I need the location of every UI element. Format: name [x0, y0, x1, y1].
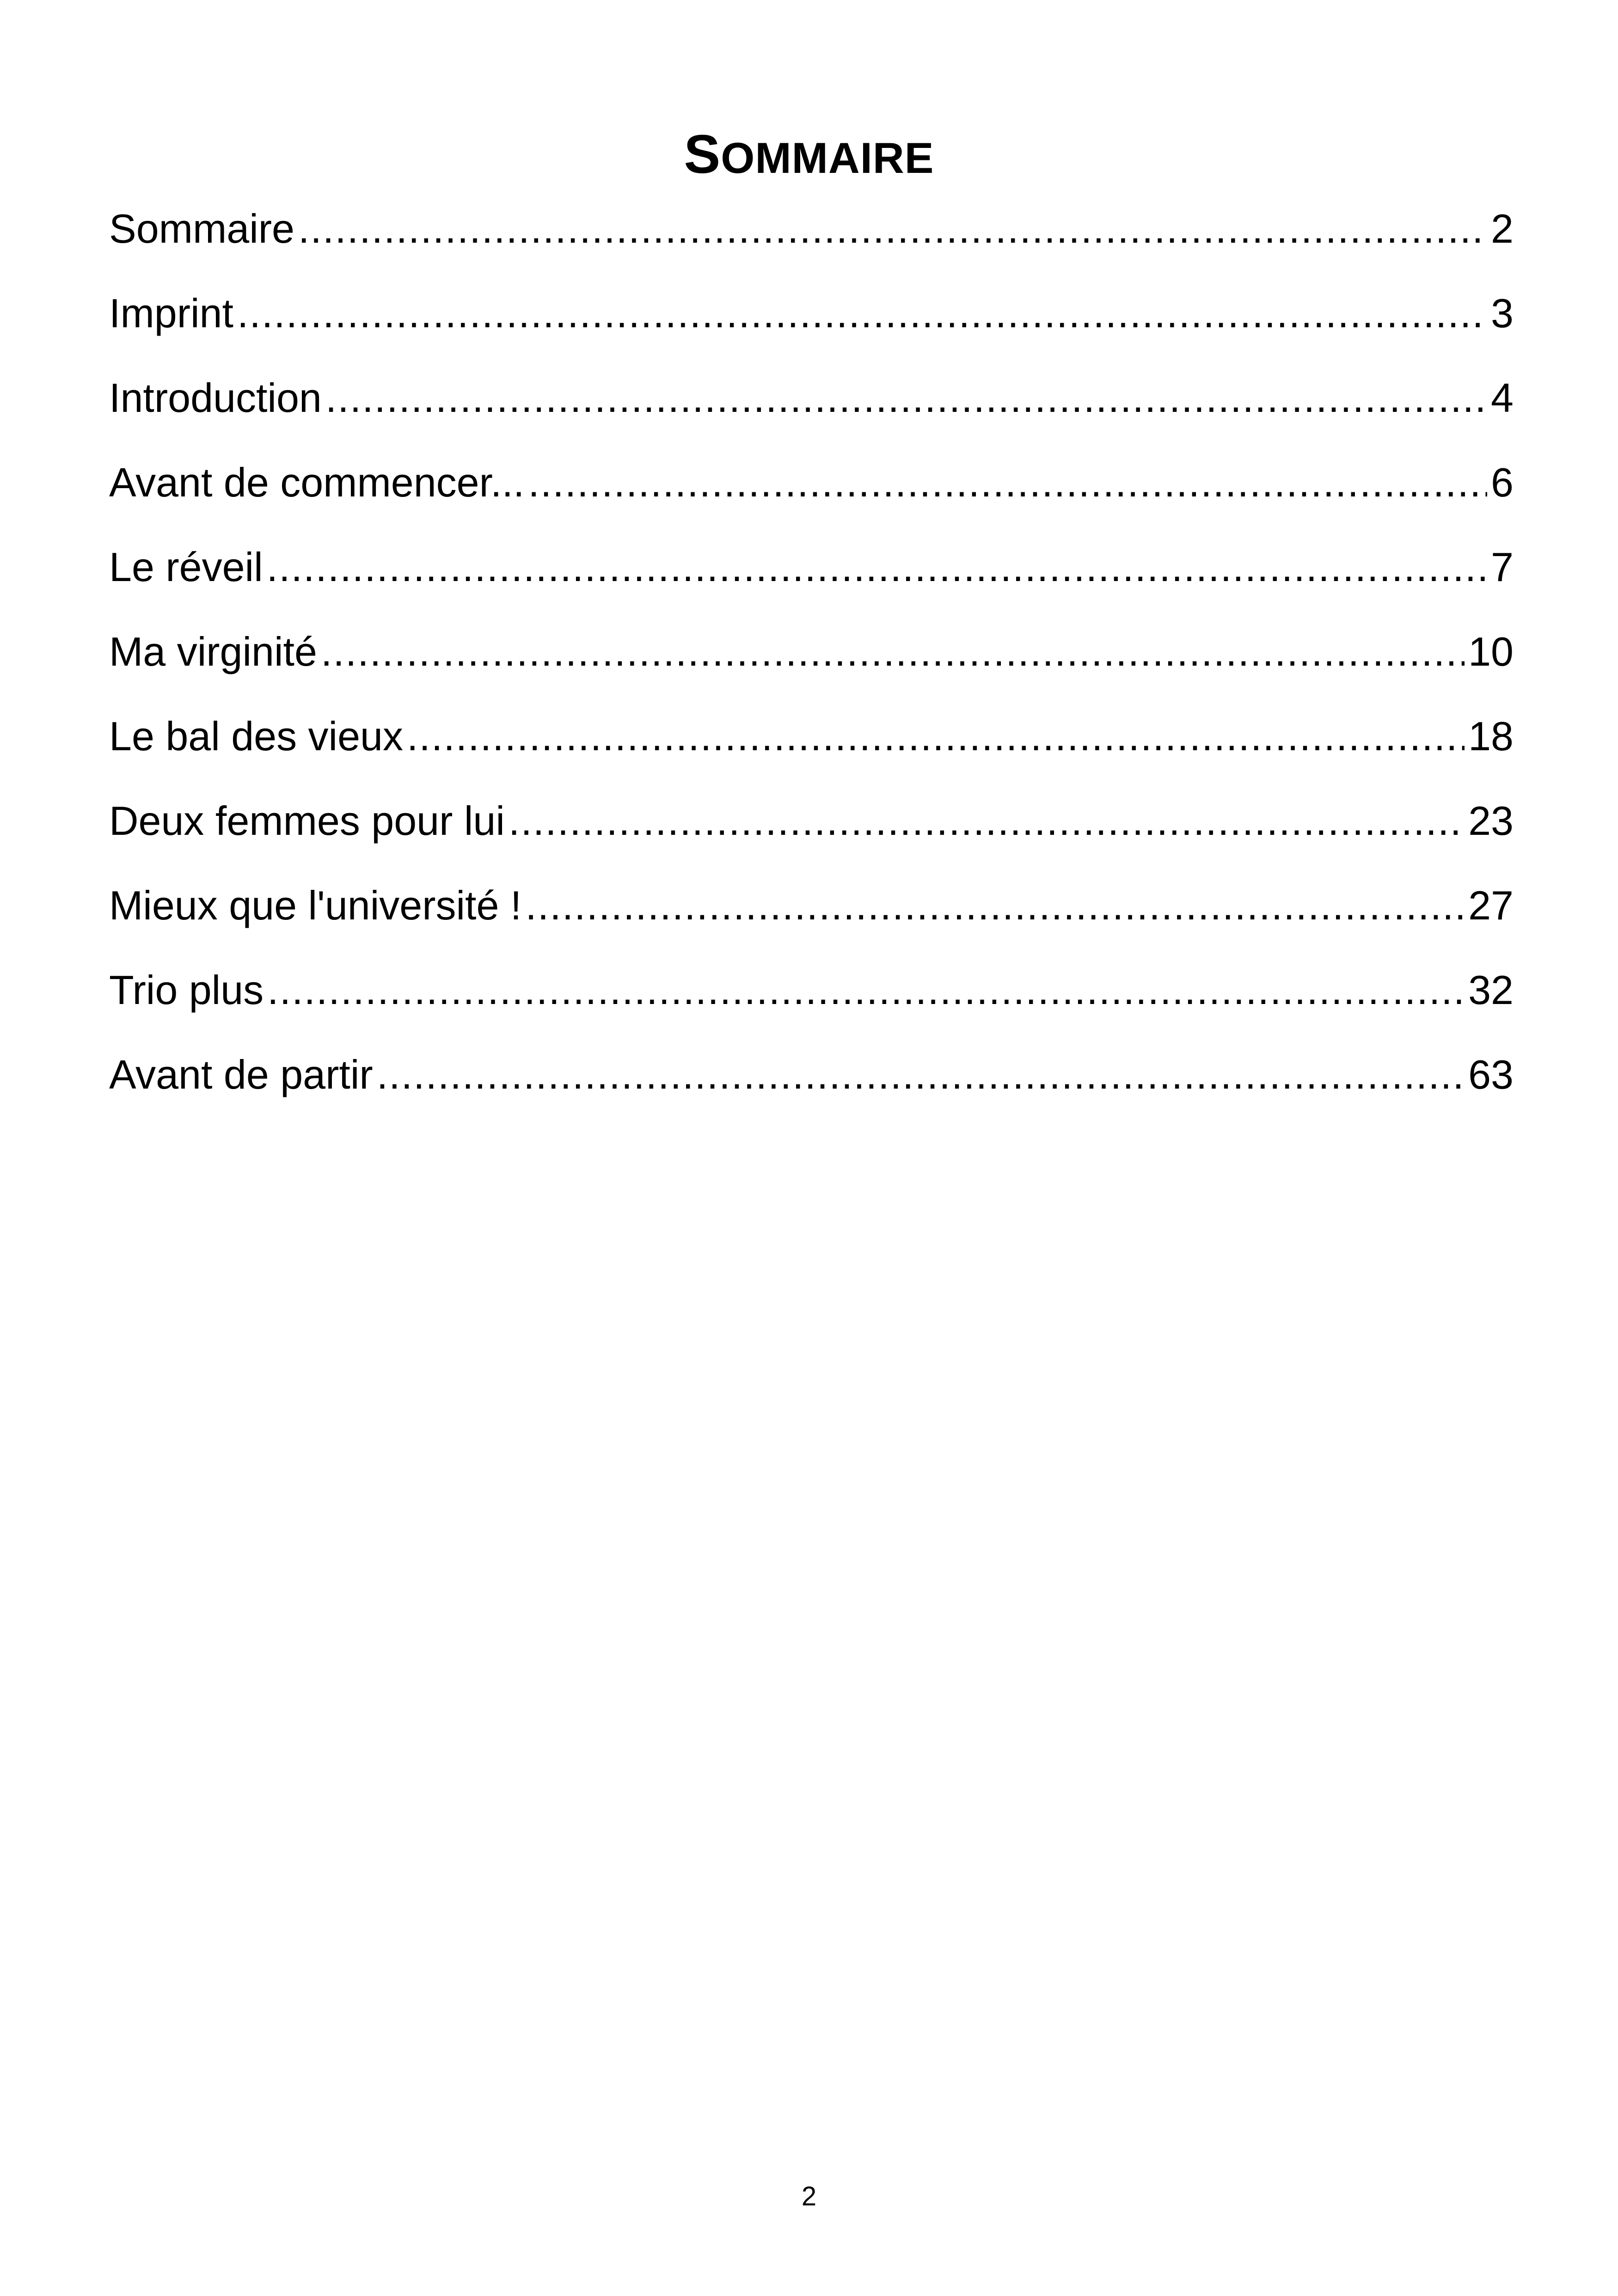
toc-entry-label: Introduction	[109, 375, 322, 421]
toc-entry[interactable]	[109, 450, 1514, 535]
toc-dot-leader	[267, 958, 1465, 1022]
toc-entry-label: Le réveil	[109, 544, 263, 590]
toc-entry-page: 7	[1491, 544, 1514, 590]
toc-dot-leader	[321, 619, 1465, 684]
toc-entry-page: 27	[1468, 882, 1514, 928]
toc-dot-leader	[237, 281, 1487, 346]
toc-entry[interactable]	[109, 281, 1514, 366]
toc-entry-label: Trio plus	[109, 967, 264, 1013]
toc-entry[interactable]	[109, 366, 1514, 450]
toc-entry[interactable]	[109, 196, 1514, 281]
toc-entry-label: Ma virginité	[109, 629, 317, 674]
page-title	[0, 120, 1618, 193]
toc-entry-label: Sommaire	[109, 206, 294, 251]
toc-entry[interactable]	[109, 958, 1514, 1042]
toc-dot-leader	[325, 366, 1487, 430]
toc-entry-page: 3	[1491, 290, 1514, 336]
toc-entry-page: 6	[1491, 459, 1514, 505]
toc-entry-page: 18	[1468, 713, 1514, 759]
toc-entry[interactable]	[109, 1042, 1514, 1127]
toc-dot-leader	[528, 450, 1487, 515]
toc-entry-page: 4	[1491, 375, 1514, 421]
toc-entry-label: Le bal des vieux	[109, 713, 403, 759]
toc-entry[interactable]	[109, 619, 1514, 704]
toc-entry-page: 23	[1468, 798, 1514, 844]
page-number: 2	[801, 2181, 817, 2211]
toc-dot-leader	[407, 704, 1465, 769]
toc-dot-leader	[267, 535, 1487, 600]
toc-dot-leader	[525, 873, 1465, 938]
toc-entry-label: Imprint	[109, 290, 233, 336]
toc-entry-page: 32	[1468, 967, 1514, 1013]
table-of-contents	[109, 196, 1514, 1127]
toc-entry[interactable]	[109, 789, 1514, 873]
title-first-letter: S	[684, 124, 721, 185]
toc-entry-label: Avant de commencer...	[109, 459, 525, 505]
toc-entry-page: 2	[1491, 206, 1514, 251]
toc-dot-leader	[377, 1042, 1465, 1107]
toc-entry[interactable]	[109, 873, 1514, 958]
toc-entry-label: Mieux que l'université !	[109, 882, 522, 928]
toc-entry-label: Avant de partir	[109, 1052, 373, 1097]
toc-dot-leader	[298, 196, 1487, 261]
toc-entry-page: 10	[1468, 629, 1514, 674]
toc-dot-leader	[509, 789, 1465, 853]
toc-entry-label: Deux femmes pour lui	[109, 798, 505, 844]
toc-entry[interactable]	[109, 704, 1514, 789]
toc-entry-page: 63	[1468, 1052, 1514, 1097]
toc-entry[interactable]	[109, 535, 1514, 619]
title-rest: OMMAIRE	[721, 134, 934, 183]
